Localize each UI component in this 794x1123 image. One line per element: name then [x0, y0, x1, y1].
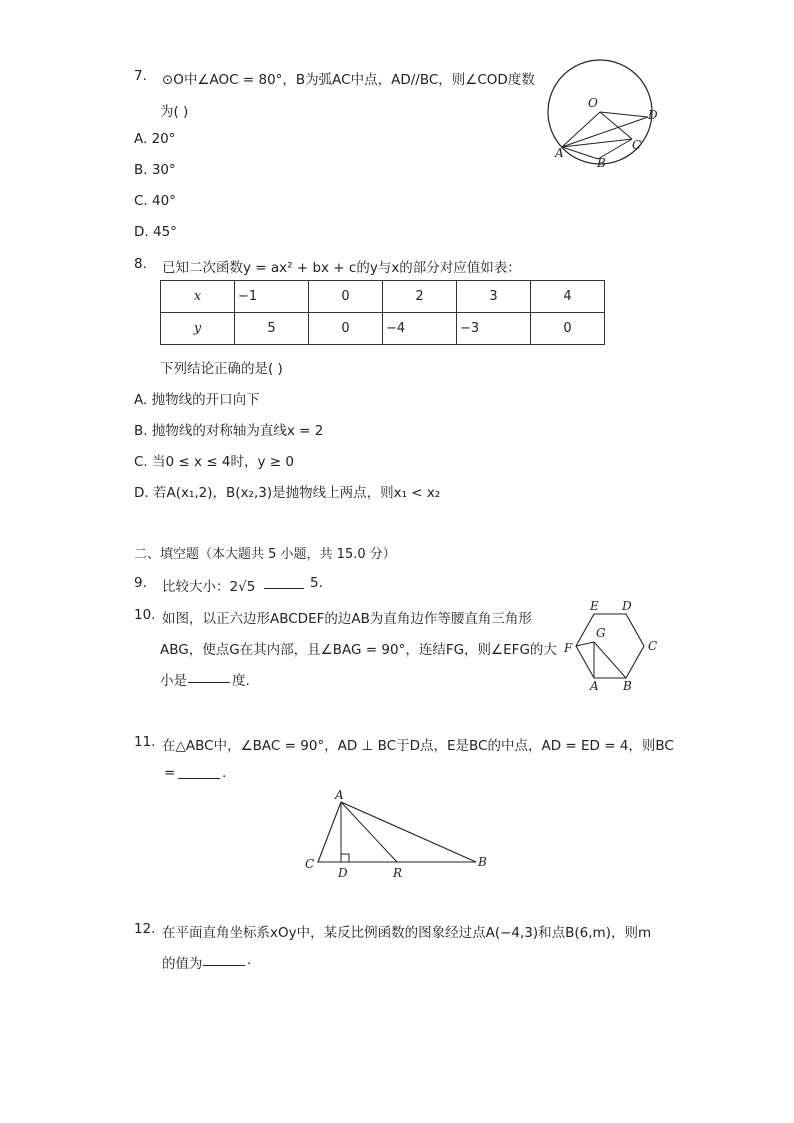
q8-option-d: D. 若A(x₁,2)，B(x₂,3)是抛物线上两点，则x₁ < x₂: [134, 485, 441, 501]
q9-number: 9.: [134, 575, 147, 591]
q7-segment-od: [600, 112, 648, 117]
q11-label-b: B: [478, 855, 487, 869]
q10-label-d: D: [622, 599, 632, 613]
q11-line2-suffix: .: [222, 765, 227, 781]
q11-triangle-abc: [318, 802, 476, 862]
q9-text: 比较大小：2√5: [162, 579, 256, 595]
q10-segment-gb: [594, 642, 626, 678]
table-cell: −1: [235, 281, 309, 313]
q8-option-a: A. 抛物线的开口向下: [134, 392, 260, 408]
q8-value-table: [160, 280, 605, 345]
q11-label-d: D: [338, 866, 348, 880]
q10-hexagon: [576, 614, 644, 678]
table-cell: −4: [383, 313, 457, 345]
q10-hexagon-figure: [560, 596, 670, 696]
q7-label-o: O: [588, 96, 598, 110]
q12-answer-blank[interactable]: [203, 953, 245, 966]
q12-number: 12.: [134, 921, 156, 937]
q7-label-b: B: [597, 156, 606, 170]
q11-number: 11.: [134, 734, 156, 750]
q8-stem: 已知二次函数y = ax² + bx + c的y与x的部分对应值如表：: [162, 260, 521, 276]
table-cell: 4: [531, 281, 605, 313]
section-title: 二、填空题（本大题共 5 小题，共 15.0 分）: [134, 547, 396, 562]
q8-number: 8.: [134, 256, 147, 272]
table-row: [161, 281, 605, 313]
q11-label-r: R: [393, 866, 403, 880]
q7-stem-continuation: 为( ): [160, 104, 189, 120]
q12-line2-suffix: .: [247, 952, 252, 968]
q10-label-b: B: [623, 679, 632, 693]
q11-answer-blank[interactable]: [178, 766, 220, 779]
q11-label-c: C: [305, 857, 315, 871]
q10-line2: ABG，使点G在其内部，且∠BAG = 90°，连结FG，则∠EFG的大: [160, 642, 557, 658]
q10-label-f: F: [564, 641, 573, 655]
table-cell: −3: [457, 313, 531, 345]
q7-stem: ⊙O中∠AOC = 80°，B为弧AC中点，AD//BC，则∠COD度数: [162, 72, 535, 88]
q11-line1: 在△ABC中，∠BAC = 90°，AD ⊥ BC于D点，E是BC的中点，AD = ED = 4，则BC: [162, 738, 674, 754]
q7-label-c: C: [632, 138, 642, 152]
q10-line3-prefix: 小是: [160, 673, 187, 689]
q11-median-ar: [341, 802, 397, 862]
table-cell: 0: [309, 281, 383, 313]
table-cell: 5: [235, 313, 309, 345]
q11-label-a: A: [335, 788, 344, 802]
q7-option-c: C. 40°: [134, 193, 176, 209]
q11-triangle-figure: [300, 790, 500, 880]
table-cell: y: [161, 313, 235, 345]
q8-option-c: C. 当0 ≤ x ≤ 4时，y ≥ 0: [134, 454, 294, 470]
q10-label-a: A: [590, 679, 599, 693]
q7-option-d: D. 45°: [134, 224, 177, 240]
q10-line3-suffix: 度.: [232, 673, 250, 689]
q10-label-g: G: [596, 626, 606, 640]
q11-line2-prefix: =: [164, 765, 176, 781]
q12-line1: 在平面直角坐标系xOy中，某反比例函数的图象经过点A(−4,3)和点B(6,m)，则m: [162, 925, 652, 941]
table-cell: x: [161, 281, 235, 313]
q10-segment-fg: [576, 642, 594, 646]
q11-right-angle-mark: [341, 854, 349, 862]
q7-option-b: B. 30°: [134, 162, 176, 178]
q10-label-e: E: [590, 599, 599, 613]
table-cell: 0: [531, 313, 605, 345]
q8-question: 下列结论正确的是( ): [160, 361, 283, 377]
q7-label-a: A: [555, 146, 564, 160]
q9-answer-blank[interactable]: [264, 576, 304, 589]
q8-option-b: B. 抛物线的对称轴为直线x = 2: [134, 423, 324, 439]
q10-label-c: C: [648, 639, 658, 653]
q7-segment-oa: [562, 112, 600, 147]
q7-option-a: A. 20°: [134, 131, 176, 147]
q12-line2-prefix: 的值为: [162, 956, 203, 972]
q10-number: 10.: [134, 607, 156, 623]
q10-line1: 如图，以正六边形ABCDEF的边AB为直角边作等腰直角三角形: [162, 611, 532, 627]
q7-segment-oc: [600, 112, 632, 139]
q10-answer-blank[interactable]: [188, 670, 230, 683]
q7-label-d: D: [648, 108, 658, 122]
q7-number: 7.: [134, 68, 147, 84]
q7-circle-figure: [540, 55, 660, 175]
q9-tail: 5.: [310, 575, 323, 591]
table-cell: 0: [309, 313, 383, 345]
table-cell: 3: [457, 281, 531, 313]
table-cell: 2: [383, 281, 457, 313]
table-row: [161, 313, 605, 345]
